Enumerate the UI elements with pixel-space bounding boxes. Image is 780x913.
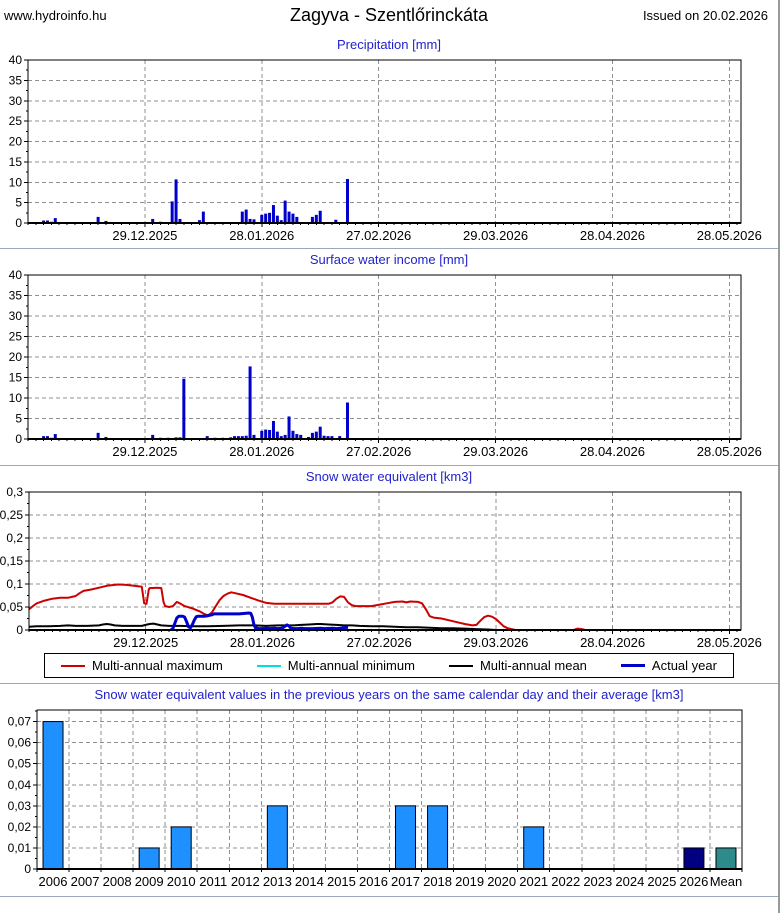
gridlines: [28, 60, 741, 223]
svg-text:2017: 2017: [391, 874, 420, 889]
svg-text:29.12.2025: 29.12.2025: [113, 635, 179, 650]
previous-years-section: [0, 687, 778, 892]
svg-text:0,15: 0,15: [0, 554, 23, 568]
svg-text:25: 25: [8, 329, 22, 344]
bar-2017: [396, 806, 416, 869]
previous-years-title: Snow water equivalent values in the previous years on the same calendar day and their average [km3]: [94, 687, 684, 702]
gridlines: [28, 275, 741, 439]
page-header: [0, 0, 778, 34]
svg-text:0,05: 0,05: [0, 600, 23, 614]
legend-item: [61, 658, 223, 673]
svg-text:28.04.2026: 28.04.2026: [579, 444, 645, 459]
snow-water-section: [0, 469, 778, 678]
bar-2021: [524, 827, 544, 869]
svg-text:0,01: 0,01: [7, 840, 31, 855]
separator: [0, 248, 778, 249]
site-link[interactable]: www.hydroinfo.hu: [4, 8, 107, 23]
svg-text:0,04: 0,04: [7, 777, 31, 792]
separator: [0, 465, 778, 466]
snow-water-title: Snow water equivalent [km3]: [305, 469, 473, 484]
svg-text:2013: 2013: [262, 874, 292, 889]
svg-text:2026: 2026: [679, 874, 709, 889]
svg-text:0,05: 0,05: [7, 756, 31, 771]
svg-text:40: 40: [8, 54, 22, 67]
bar-Mean: [716, 848, 736, 869]
legend-label: Multi-annual minimum: [287, 658, 415, 673]
legend-item: [621, 658, 717, 673]
svg-text:2008: 2008: [102, 874, 132, 889]
y-axis: [9, 269, 28, 446]
svg-text:35: 35: [8, 288, 22, 303]
x-axis: [37, 869, 742, 889]
svg-text:2022: 2022: [551, 874, 581, 889]
svg-text:0: 0: [24, 862, 31, 876]
y-axis: [8, 711, 37, 876]
svg-text:15: 15: [8, 154, 22, 169]
svg-text:2019: 2019: [455, 874, 485, 889]
svg-text:28.01.2026: 28.01.2026: [229, 228, 295, 243]
svg-text:Mean: Mean: [709, 874, 743, 889]
svg-text:5: 5: [15, 195, 22, 210]
precipitation-chart: [0, 54, 780, 244]
svg-text:28.05.2026: 28.05.2026: [696, 444, 762, 459]
precipitation-title: Precipitation [mm]: [336, 37, 442, 52]
svg-text:2012: 2012: [230, 874, 260, 889]
svg-text:29.12.2025: 29.12.2025: [112, 228, 178, 243]
svg-text:2010: 2010: [166, 874, 196, 889]
svg-text:0,25: 0,25: [0, 508, 23, 522]
legend-wrap: [0, 653, 778, 678]
svg-text:29.03.2026: 29.03.2026: [463, 228, 529, 243]
x-axis: [29, 630, 762, 650]
svg-text:27.02.2026: 27.02.2026: [346, 228, 412, 243]
svg-text:27.02.2026: 27.02.2026: [346, 635, 412, 650]
x-axis: [28, 223, 762, 243]
svg-text:2011: 2011: [199, 874, 228, 889]
svg-text:2021: 2021: [519, 874, 549, 889]
y-axis: [9, 54, 28, 230]
svg-text:35: 35: [8, 73, 22, 88]
svg-text:0: 0: [15, 432, 22, 446]
x-axis: [28, 439, 762, 459]
bar-2018: [428, 806, 448, 869]
svg-text:29.03.2026: 29.03.2026: [463, 635, 529, 650]
svg-text:25: 25: [8, 114, 22, 129]
svg-text:2015: 2015: [326, 874, 356, 889]
previous-years-chart: [0, 704, 780, 892]
bar-2006: [43, 722, 63, 869]
precipitation-section: [0, 37, 778, 244]
svg-text:2024: 2024: [615, 874, 645, 889]
y-axis: [0, 486, 29, 637]
svg-text:27.02.2026: 27.02.2026: [346, 444, 412, 459]
svg-text:0,3: 0,3: [6, 486, 23, 499]
svg-text:20: 20: [8, 134, 22, 149]
svg-text:30: 30: [8, 93, 22, 108]
svg-text:2007: 2007: [70, 874, 100, 889]
bar-2010: [171, 827, 191, 869]
bar-2013: [267, 806, 287, 869]
svg-text:0,02: 0,02: [7, 819, 31, 834]
svg-text:28.05.2026: 28.05.2026: [696, 635, 762, 650]
svg-text:29.03.2026: 29.03.2026: [463, 444, 529, 459]
legend: [44, 653, 734, 678]
legend-item: [257, 658, 415, 673]
legend-line-swatch: [449, 665, 473, 667]
separator: [0, 896, 778, 897]
legend-line-swatch: [257, 665, 281, 667]
snow-water-chart: [0, 486, 780, 652]
svg-text:40: 40: [8, 269, 22, 282]
svg-text:29.12.2025: 29.12.2025: [112, 444, 178, 459]
svg-text:10: 10: [8, 175, 22, 190]
svg-text:28.04.2026: 28.04.2026: [580, 635, 646, 650]
svg-text:2009: 2009: [134, 874, 164, 889]
legend-item: [449, 658, 587, 673]
svg-text:0,06: 0,06: [7, 735, 31, 750]
svg-text:2020: 2020: [487, 874, 517, 889]
legend-label: Actual year: [651, 658, 717, 673]
svg-text:2014: 2014: [294, 874, 324, 889]
legend-label: Multi-annual mean: [479, 658, 587, 673]
surface-water-title: Surface water income [mm]: [309, 252, 469, 267]
svg-text:0,03: 0,03: [7, 798, 31, 813]
legend-label: Multi-annual maximum: [92, 658, 223, 673]
svg-text:30: 30: [8, 309, 22, 323]
svg-text:2018: 2018: [423, 874, 453, 889]
separator: [0, 683, 778, 684]
gridlines: [37, 710, 742, 869]
surface-water-chart: [0, 269, 780, 461]
svg-text:0,1: 0,1: [6, 577, 23, 591]
bar-2026: [684, 848, 704, 869]
legend-line-swatch: [621, 664, 645, 667]
svg-text:2023: 2023: [583, 874, 613, 889]
svg-text:0,07: 0,07: [7, 714, 31, 729]
surface-water-section: [0, 252, 778, 461]
svg-text:10: 10: [8, 391, 22, 405]
svg-text:0: 0: [15, 216, 22, 230]
page-title: Zagyva - Szentlőrinckáta: [289, 5, 489, 25]
issued-date: Issued on 20.02.2026: [642, 8, 768, 23]
svg-text:28.01.2026: 28.01.2026: [229, 635, 295, 650]
series-actual-year: [171, 613, 348, 630]
daily-bars: [42, 179, 349, 223]
svg-text:15: 15: [8, 370, 22, 385]
svg-text:2016: 2016: [359, 874, 388, 889]
svg-text:2006: 2006: [38, 874, 68, 889]
svg-text:0: 0: [16, 623, 23, 637]
svg-text:0,2: 0,2: [6, 531, 23, 545]
svg-text:5: 5: [15, 411, 22, 426]
svg-text:28.05.2026: 28.05.2026: [696, 228, 762, 243]
svg-text:28.04.2026: 28.04.2026: [579, 228, 645, 243]
svg-text:28.01.2026: 28.01.2026: [229, 444, 295, 459]
svg-text:2025: 2025: [647, 874, 677, 889]
svg-text:20: 20: [8, 350, 22, 364]
legend-line-swatch: [61, 665, 85, 667]
gridlines: [29, 492, 741, 630]
bar-2009: [139, 848, 159, 869]
